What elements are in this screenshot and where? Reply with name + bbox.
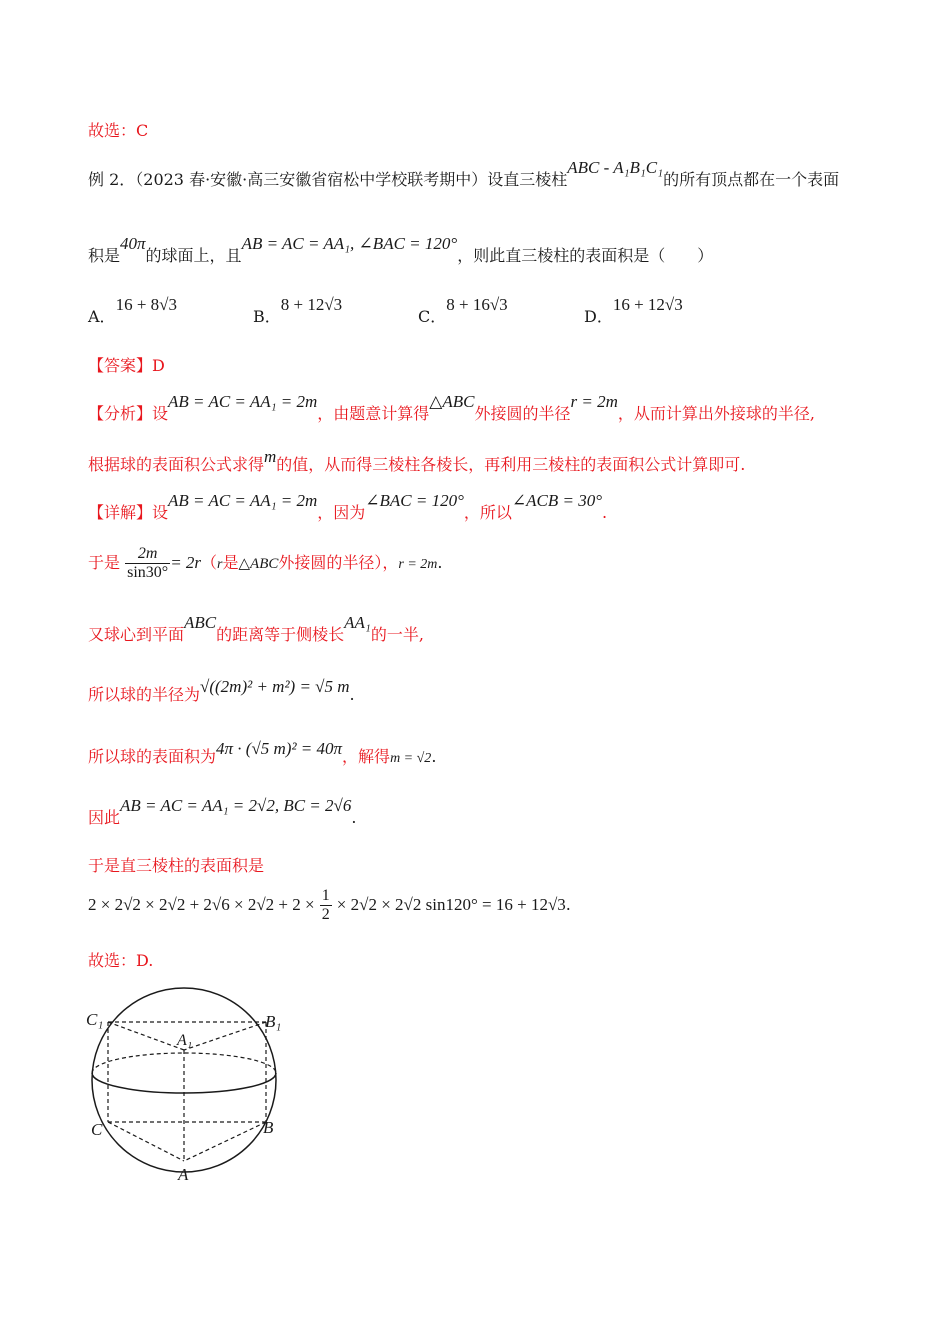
detail-eq2: ∠BAC = 120° (365, 491, 464, 510)
step1-fraction-num: 2m (125, 545, 170, 564)
answer-line: 【答案】D (88, 356, 165, 375)
detail-eq3: ∠ACB = 30° (511, 491, 603, 510)
step1-end: . (437, 553, 443, 572)
option-a-label: A． (88, 307, 116, 326)
option-d (584, 295, 683, 327)
step5-line (88, 796, 357, 828)
example-prefix: 例 2．（2023 春·安徽·高三安徽省宿松中学校联考期中）设直三棱柱 (88, 170, 568, 189)
final-answer: 故选：D. (88, 951, 154, 970)
step1-r: r (217, 557, 223, 572)
analysis-eq2: r = 2m (570, 392, 618, 411)
step3-line (88, 677, 355, 705)
step5-expr: AB = AC = AA₁ = 2√2, BC = 2√6 (120, 796, 352, 815)
edge-b-a (184, 1122, 266, 1161)
step6-line: 于是直三棱柱的表面积是 (88, 856, 265, 875)
label-a1: A₁ (177, 1032, 193, 1049)
option-b-value: 8 + 12√3 (280, 295, 343, 314)
step2-abc: ABC (184, 613, 217, 632)
equator-back (92, 1053, 276, 1073)
analysis-line2-a: 根据球的表面积公式求得 (88, 455, 265, 474)
edge-b1-a1 (184, 1022, 266, 1050)
step4-b: ，解得 (342, 747, 391, 766)
step7-half-den: 2 (321, 906, 330, 923)
equator-front (92, 1073, 276, 1093)
step4-result: m = √2 (390, 751, 432, 766)
example-line2-b: 的球面上，且 (145, 246, 242, 265)
option-d-label: D． (584, 307, 613, 326)
step3-expr: √((2m)² + m²) = √5 m (200, 677, 350, 696)
step2-line (88, 613, 424, 645)
option-a (88, 295, 177, 327)
step4-a: 所以球的表面积为 (88, 747, 217, 766)
prism-name: ABC - A₁B₁C₁ (567, 158, 664, 177)
example-2-line2 (88, 234, 714, 266)
step2-b: 的距离等于侧棱长 (216, 625, 345, 644)
step2-aa1: AA₁ (344, 613, 371, 632)
step1-c: 是 (222, 553, 239, 572)
example-2-line1 (88, 158, 840, 190)
step1-fraction-den: sin30° (127, 564, 169, 581)
step7-half-num: 1 (321, 887, 330, 904)
step1-result: r = 2m (398, 557, 438, 572)
analysis-m: m (264, 447, 277, 466)
step2-a: 又球心到平面 (88, 625, 185, 644)
edge-c-a (108, 1122, 184, 1161)
analysis-line2-b: 的值，从而得三棱柱各棱长，再利用三棱柱的表面积公式计算即可. (276, 455, 746, 474)
step5-a: 因此 (88, 808, 121, 827)
label-c1: C₁ (86, 1010, 104, 1029)
example-line2-a: 积是 (88, 246, 121, 265)
option-b-label: B． (253, 307, 281, 326)
example-suffix: 的所有顶点都在一个表面 (663, 170, 840, 189)
option-c-value: 8 + 16√3 (446, 295, 508, 314)
step4-line (88, 739, 437, 767)
option-c (418, 295, 508, 327)
step7-expr-b: × 2√2 × 2√2 sin120° = 16 + 12√3 (336, 895, 566, 914)
detail-head: 【详解】设 (88, 503, 169, 522)
label-c: C (91, 1120, 103, 1139)
detail-eq1: AB = AC = AA₁ = 2m (168, 491, 318, 510)
previous-answer: 故选：C (88, 121, 149, 140)
label-b1: B₁ (265, 1012, 282, 1031)
step1-d: 外接圆的半径）， (278, 553, 399, 572)
step1-line (88, 545, 443, 582)
step7-end: . (565, 895, 571, 914)
step5-end: . (351, 808, 357, 827)
example-line2-c: ，则此直三棱柱的表面积是（ ） (457, 246, 714, 265)
step1-eq: = 2r (170, 553, 202, 572)
analysis-line1 (88, 392, 815, 424)
step7-line (88, 887, 571, 924)
step3-a: 所以球的半径为 (88, 685, 201, 704)
analysis-t1: ，由题意计算得 (317, 404, 430, 423)
step7-expr-a: 2 × 2√2 × 2√2 + 2√6 × 2√2 + 2 × (88, 895, 315, 914)
option-a-value: 16 + 8√3 (115, 295, 177, 314)
sphere-prism-figure (80, 975, 300, 1185)
step1-triangle: △ABC (238, 556, 279, 572)
analysis-line2 (88, 447, 746, 475)
detail-t3: . (602, 503, 608, 522)
condition-equation: AB = AC = AA₁, ∠BAC = 120° (241, 234, 458, 253)
label-b: B (263, 1118, 274, 1137)
step1-b: （ (201, 553, 218, 572)
step3-end: . (349, 685, 355, 704)
analysis-t3: ，从而计算出外接球的半径, (617, 404, 815, 423)
option-c-label: C． (418, 307, 447, 326)
option-b (253, 295, 343, 327)
step1-fraction (125, 545, 170, 582)
detail-t1: ，因为 (317, 503, 366, 522)
step2-c: 的一半, (370, 625, 424, 644)
step7-half (320, 887, 332, 924)
detail-line1 (88, 491, 608, 523)
step1-a: 于是 (88, 553, 121, 572)
step4-expr: 4π · (√5 m)² = 40π (216, 739, 343, 758)
step4-end: . (431, 747, 437, 766)
label-a: A (178, 1165, 189, 1184)
edge-c1-a1 (108, 1022, 184, 1050)
option-d-value: 16 + 12√3 (612, 295, 683, 314)
analysis-head: 【分析】设 (88, 404, 169, 423)
detail-t2: ，所以 (463, 503, 512, 522)
analysis-t2: 外接圆的半径 (474, 404, 571, 423)
analysis-eq1: AB = AC = AA₁ = 2m (168, 392, 318, 411)
analysis-triangle: △ABC (429, 392, 475, 411)
sphere-area: 40π (120, 234, 146, 253)
